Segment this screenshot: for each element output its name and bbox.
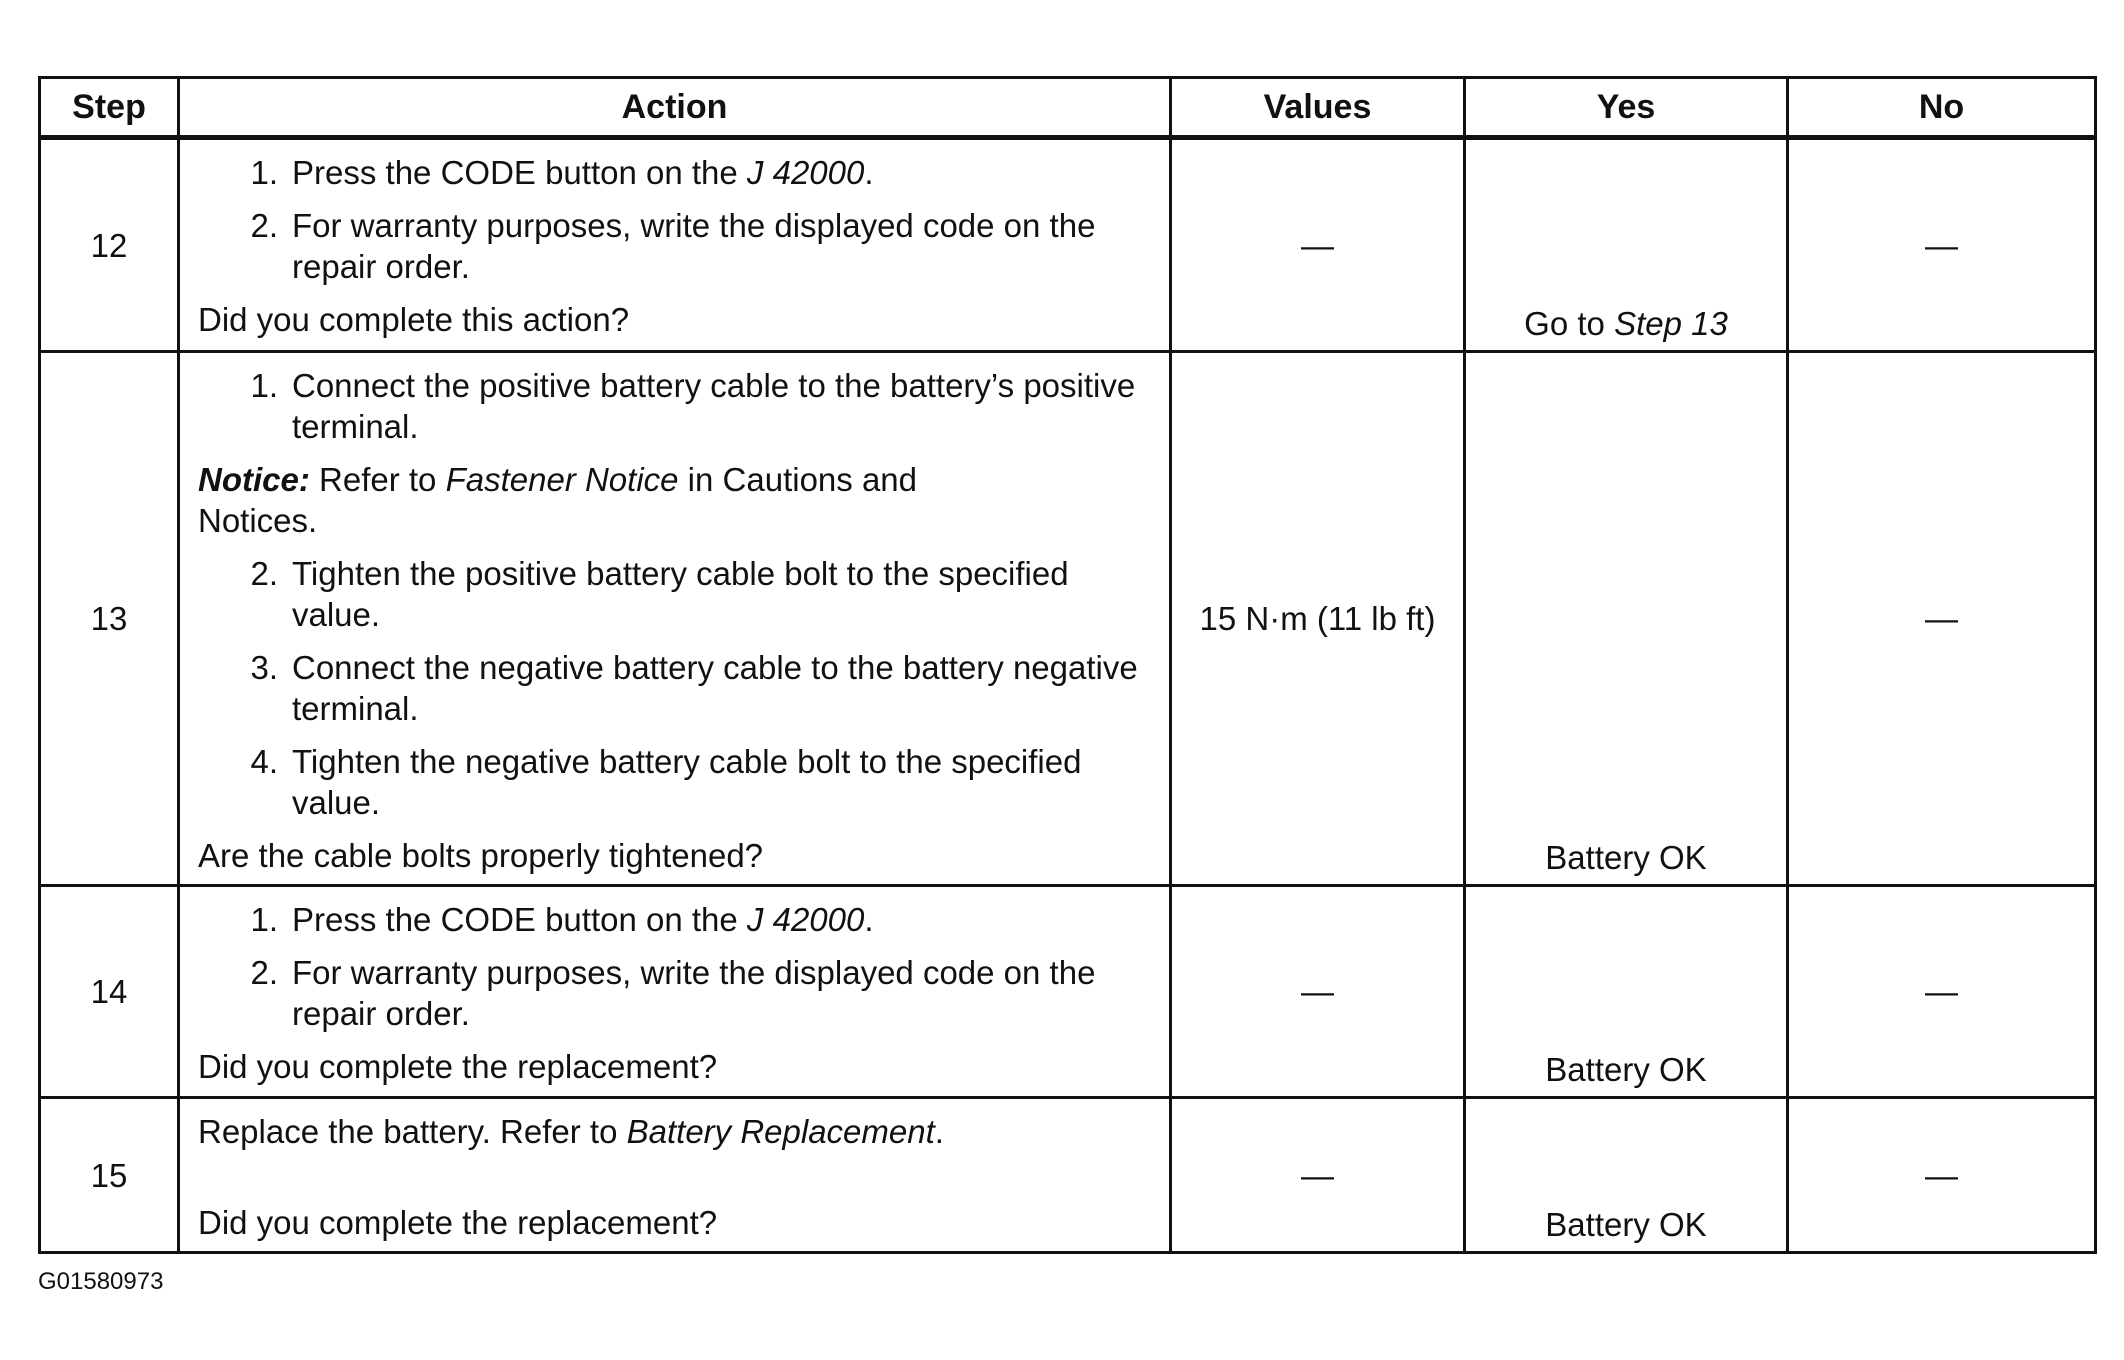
action-item bbox=[198, 205, 1151, 287]
item-text: Press the CODE button on the J 42000. bbox=[292, 901, 874, 938]
table-row bbox=[40, 352, 2096, 886]
no-cell: — bbox=[1788, 138, 2096, 352]
item-text: Connect the positive battery cable to the battery’s positive terminal. bbox=[292, 367, 1136, 445]
action-question: Did you complete the replacement? bbox=[198, 1048, 718, 1085]
item-number: 1. bbox=[250, 367, 278, 404]
item-number: 2. bbox=[250, 954, 278, 991]
item-text: Connect the negative battery cable to the battery negative terminal. bbox=[292, 649, 1138, 727]
figure-id: G01580973 bbox=[38, 1268, 164, 1295]
diagnostic-table bbox=[38, 76, 2097, 1254]
action-item bbox=[198, 952, 1151, 1034]
action-cell bbox=[179, 886, 1171, 1098]
step-number: 15 bbox=[40, 1098, 179, 1253]
action-cell bbox=[179, 1098, 1171, 1253]
item-text: Press the CODE button on the J 42000. bbox=[292, 154, 874, 191]
action-cell bbox=[179, 352, 1171, 886]
item-text: Tighten the positive battery cable bolt to the specified value. bbox=[292, 555, 1069, 633]
yes-cell: Battery OK bbox=[1465, 352, 1788, 886]
action-item bbox=[198, 647, 1151, 729]
table-row bbox=[40, 1098, 2096, 1253]
step-number: 12 bbox=[40, 138, 179, 352]
notice-label: Notice: bbox=[198, 461, 310, 498]
yes-cell: Battery OK bbox=[1465, 886, 1788, 1098]
step-number: 13 bbox=[40, 352, 179, 886]
header-row bbox=[40, 78, 2096, 138]
item-number: 2. bbox=[250, 555, 278, 592]
value-cell: — bbox=[1171, 1098, 1465, 1253]
item-text: For warranty purposes, write the displayed code on the repair order. bbox=[292, 954, 1096, 1032]
header-step: Step bbox=[40, 78, 179, 138]
value-cell: 15 N·m (11 lb ft) bbox=[1171, 352, 1465, 886]
notice-text: Notice: Refer to Fastener Notice in Cautions and Notices. bbox=[198, 461, 918, 539]
item-text: For warranty purposes, write the displayed code on the repair order. bbox=[292, 207, 1096, 285]
item-text: Tighten the negative battery cable bolt to the specified value. bbox=[292, 743, 1082, 821]
header-yes: Yes bbox=[1465, 78, 1788, 138]
action-question: Are the cable bolts properly tightened? bbox=[198, 837, 764, 874]
header-values: Values bbox=[1171, 78, 1465, 138]
action-text: Replace the battery. Refer to Battery Replacement. bbox=[198, 1113, 944, 1150]
no-cell: — bbox=[1788, 352, 2096, 886]
step-number: 14 bbox=[40, 886, 179, 1098]
header-action: Action bbox=[179, 78, 1171, 138]
action-item bbox=[198, 152, 1151, 193]
item-number: 3. bbox=[250, 649, 278, 686]
action-question: Did you complete the replacement? bbox=[198, 1204, 718, 1241]
no-cell: — bbox=[1788, 1098, 2096, 1253]
header-no: No bbox=[1788, 78, 2096, 138]
action-cell bbox=[179, 138, 1171, 352]
value-cell: — bbox=[1171, 886, 1465, 1098]
item-number: 2. bbox=[250, 207, 278, 244]
action-question: Did you complete this action? bbox=[198, 301, 630, 338]
item-number: 1. bbox=[250, 901, 278, 938]
action-item bbox=[198, 365, 1151, 447]
no-cell: — bbox=[1788, 886, 2096, 1098]
table-row bbox=[40, 138, 2096, 352]
yes-cell: Battery OK bbox=[1465, 1098, 1788, 1253]
yes-cell: Go to Step 13 bbox=[1465, 138, 1788, 352]
action-item bbox=[198, 553, 1151, 635]
action-item bbox=[198, 899, 1151, 940]
table-row bbox=[40, 886, 2096, 1098]
item-number: 4. bbox=[250, 743, 278, 780]
item-number: 1. bbox=[250, 154, 278, 191]
action-item bbox=[198, 741, 1151, 823]
value-cell: — bbox=[1171, 138, 1465, 352]
